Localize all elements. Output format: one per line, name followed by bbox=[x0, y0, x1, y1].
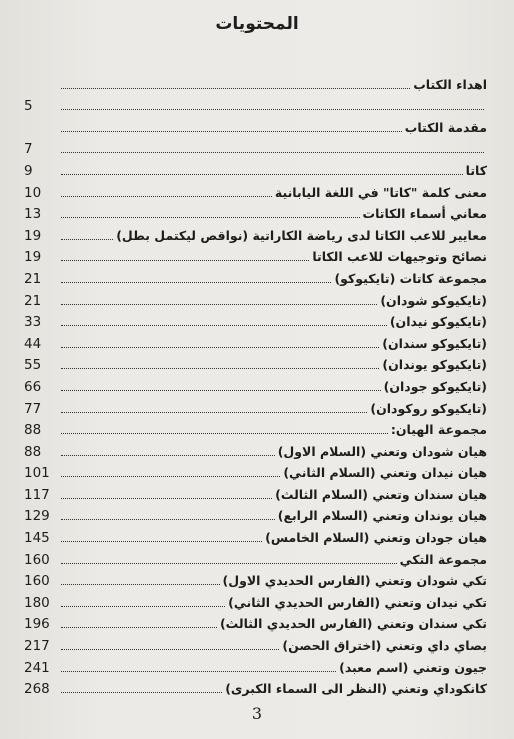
dot-leader bbox=[61, 217, 360, 218]
toc-entry-page: 10 bbox=[24, 184, 42, 201]
toc-entry-title: هيان جودان وتعني (السلام الخامس) bbox=[265, 530, 487, 546]
dot-leader bbox=[61, 692, 222, 693]
dot-leader bbox=[61, 412, 367, 413]
toc-entry bbox=[24, 588, 487, 610]
toc-entry-page: 196 bbox=[24, 616, 50, 633]
dot-leader bbox=[61, 304, 377, 305]
toc-entry-title: معايير للاعب الكاتا لدى رياضة الكاراتية (نواقص ليكتمل بطل) bbox=[116, 227, 487, 243]
dot-leader bbox=[61, 390, 381, 391]
toc-entry-title: كاتا bbox=[465, 162, 487, 178]
dot-leader bbox=[61, 649, 279, 650]
dot-leader bbox=[61, 174, 463, 175]
toc-entry bbox=[24, 459, 487, 481]
toc-entry bbox=[24, 200, 487, 222]
toc-entry-page: 44 bbox=[24, 335, 42, 352]
toc-entry bbox=[24, 631, 487, 653]
toc-entry-page: 33 bbox=[24, 314, 42, 331]
toc-entry-page: 21 bbox=[24, 270, 42, 287]
toc-entry bbox=[24, 329, 487, 351]
toc-entry-title: هيان نيدان وتعني (السلام الثاني) bbox=[283, 465, 487, 481]
toc-entry-title: مجموعة كاتات (تايكيوكو) bbox=[334, 270, 487, 286]
toc-entry-title: (تايكيوكو نيدان) bbox=[389, 314, 487, 330]
toc-entry bbox=[24, 308, 487, 330]
toc-entry-title: جيون وتعني (اسم معبد) bbox=[339, 659, 487, 675]
toc-entry-title: مقدمة الكتاب bbox=[404, 119, 487, 135]
toc-entry bbox=[24, 351, 487, 373]
toc-entry bbox=[24, 416, 487, 438]
toc-entry-page: 5 bbox=[24, 98, 33, 115]
toc-entry-title: هيان يوندان وتعني (السلام الرابع) bbox=[277, 508, 487, 524]
dot-leader bbox=[61, 627, 217, 628]
toc-entry-page: 55 bbox=[24, 357, 42, 374]
toc-entry bbox=[24, 610, 487, 632]
toc-entry-title: كانكوداي وتعني (النظر الى السماء الكبرى) bbox=[225, 681, 487, 697]
dot-leader bbox=[61, 282, 331, 283]
toc-entry-title: نصائح وتوجيهات للاعب الكاتا bbox=[312, 249, 487, 265]
toc-entry-page: 145 bbox=[24, 530, 50, 547]
toc-entry-page: 19 bbox=[24, 227, 42, 244]
toc-entry-title: اهداء الكتاب bbox=[413, 76, 487, 92]
dot-leader bbox=[61, 239, 113, 240]
toc-entry bbox=[24, 372, 487, 394]
toc-entry-page: 241 bbox=[24, 659, 50, 676]
dot-leader bbox=[61, 519, 275, 520]
toc-entry bbox=[24, 502, 487, 524]
toc-entry-page: 13 bbox=[24, 206, 42, 223]
toc-entry-page: 7 bbox=[24, 141, 33, 158]
toc-entry bbox=[24, 675, 487, 697]
dot-leader bbox=[61, 196, 272, 197]
toc-entry-title: مجموعة التكي bbox=[399, 551, 487, 567]
toc-entry-page: 21 bbox=[24, 292, 42, 309]
dot-leader bbox=[61, 433, 388, 434]
toc-entry bbox=[24, 264, 487, 286]
toc-entry bbox=[24, 545, 487, 567]
dot-leader bbox=[61, 455, 275, 456]
dot-leader bbox=[61, 476, 280, 477]
toc-entry-page: 101 bbox=[24, 465, 50, 482]
toc-entry-page: 160 bbox=[24, 551, 50, 568]
toc-entry-page: 88 bbox=[24, 443, 42, 460]
page-title: المحتويات bbox=[215, 14, 299, 34]
toc-entry bbox=[24, 567, 487, 589]
toc-entry-page: 129 bbox=[24, 508, 50, 525]
toc-entry bbox=[24, 437, 487, 459]
dot-leader bbox=[61, 260, 309, 261]
toc-entry-title: (تايكيوكو شودان) bbox=[380, 292, 487, 308]
toc-entry bbox=[24, 286, 487, 308]
toc-entry-page: 180 bbox=[24, 594, 50, 611]
toc-entry-page: 88 bbox=[24, 422, 42, 439]
toc-entry-page: 66 bbox=[24, 378, 42, 395]
table-of-contents bbox=[24, 70, 487, 696]
page-number: 3 bbox=[251, 704, 263, 723]
dot-leader bbox=[61, 563, 397, 564]
dot-leader bbox=[61, 109, 484, 110]
dot-leader bbox=[61, 584, 220, 585]
toc-entry-page: 117 bbox=[24, 486, 50, 503]
toc-entry-title: تكي شودان وتعني (الفارس الحديدي الاول) bbox=[222, 573, 487, 589]
toc-entry-title: هيان سندان وتعني (السلام الثالث) bbox=[275, 486, 487, 502]
toc-entry bbox=[24, 523, 487, 545]
toc-entry bbox=[24, 178, 487, 200]
toc-entry bbox=[24, 135, 487, 157]
toc-entry bbox=[24, 394, 487, 416]
toc-entry bbox=[24, 480, 487, 502]
dot-leader bbox=[61, 368, 379, 369]
dot-leader bbox=[61, 152, 484, 153]
toc-entry bbox=[24, 243, 487, 265]
toc-entry-title: تكي نيدان وتعني (الفارس الحديدي الثاني) bbox=[228, 594, 487, 610]
toc-entry-title: معاني أسماء الكاتات bbox=[362, 206, 487, 222]
toc-entry-page: 19 bbox=[24, 249, 42, 266]
toc-entry bbox=[24, 221, 487, 243]
toc-entry-page: 9 bbox=[24, 162, 33, 179]
toc-entry-page: 160 bbox=[24, 573, 50, 590]
dot-leader bbox=[61, 606, 225, 607]
dot-leader bbox=[61, 541, 262, 542]
dot-leader bbox=[61, 88, 410, 89]
toc-entry-title: (تايكيوكو سندان) bbox=[382, 335, 487, 351]
dot-leader bbox=[61, 131, 402, 132]
toc-entry-title: (تايكيوكو يوندان) bbox=[382, 357, 487, 373]
toc-entry bbox=[24, 156, 487, 178]
toc-entry bbox=[24, 113, 487, 135]
toc-entry-title: هيان شودان وتعني (السلام الاول) bbox=[277, 443, 487, 459]
toc-entry-title: مجموعة الهيان: bbox=[390, 422, 487, 438]
toc-entry bbox=[24, 70, 487, 92]
toc-entry-page: 77 bbox=[24, 400, 42, 417]
toc-entry bbox=[24, 92, 487, 114]
dot-leader bbox=[61, 498, 272, 499]
dot-leader bbox=[61, 671, 336, 672]
toc-entry-page: 217 bbox=[24, 638, 50, 655]
toc-entry-page: 268 bbox=[24, 681, 50, 698]
dot-leader bbox=[61, 347, 379, 348]
dot-leader bbox=[61, 325, 387, 326]
toc-entry-title: (تايكيوكو روكودان) bbox=[370, 400, 487, 416]
toc-entry-title: معنى كلمة "كاتا" في اللغة اليابانية bbox=[274, 184, 487, 200]
toc-entry-title: بصاي داي وتعني (اختراق الحصن) bbox=[282, 638, 487, 654]
toc-entry bbox=[24, 653, 487, 675]
toc-entry-title: تكي سندان وتعني (الفارس الحديدي الثالث) bbox=[219, 616, 487, 632]
toc-entry-title: (تايكيوكو جودان) bbox=[383, 378, 487, 394]
